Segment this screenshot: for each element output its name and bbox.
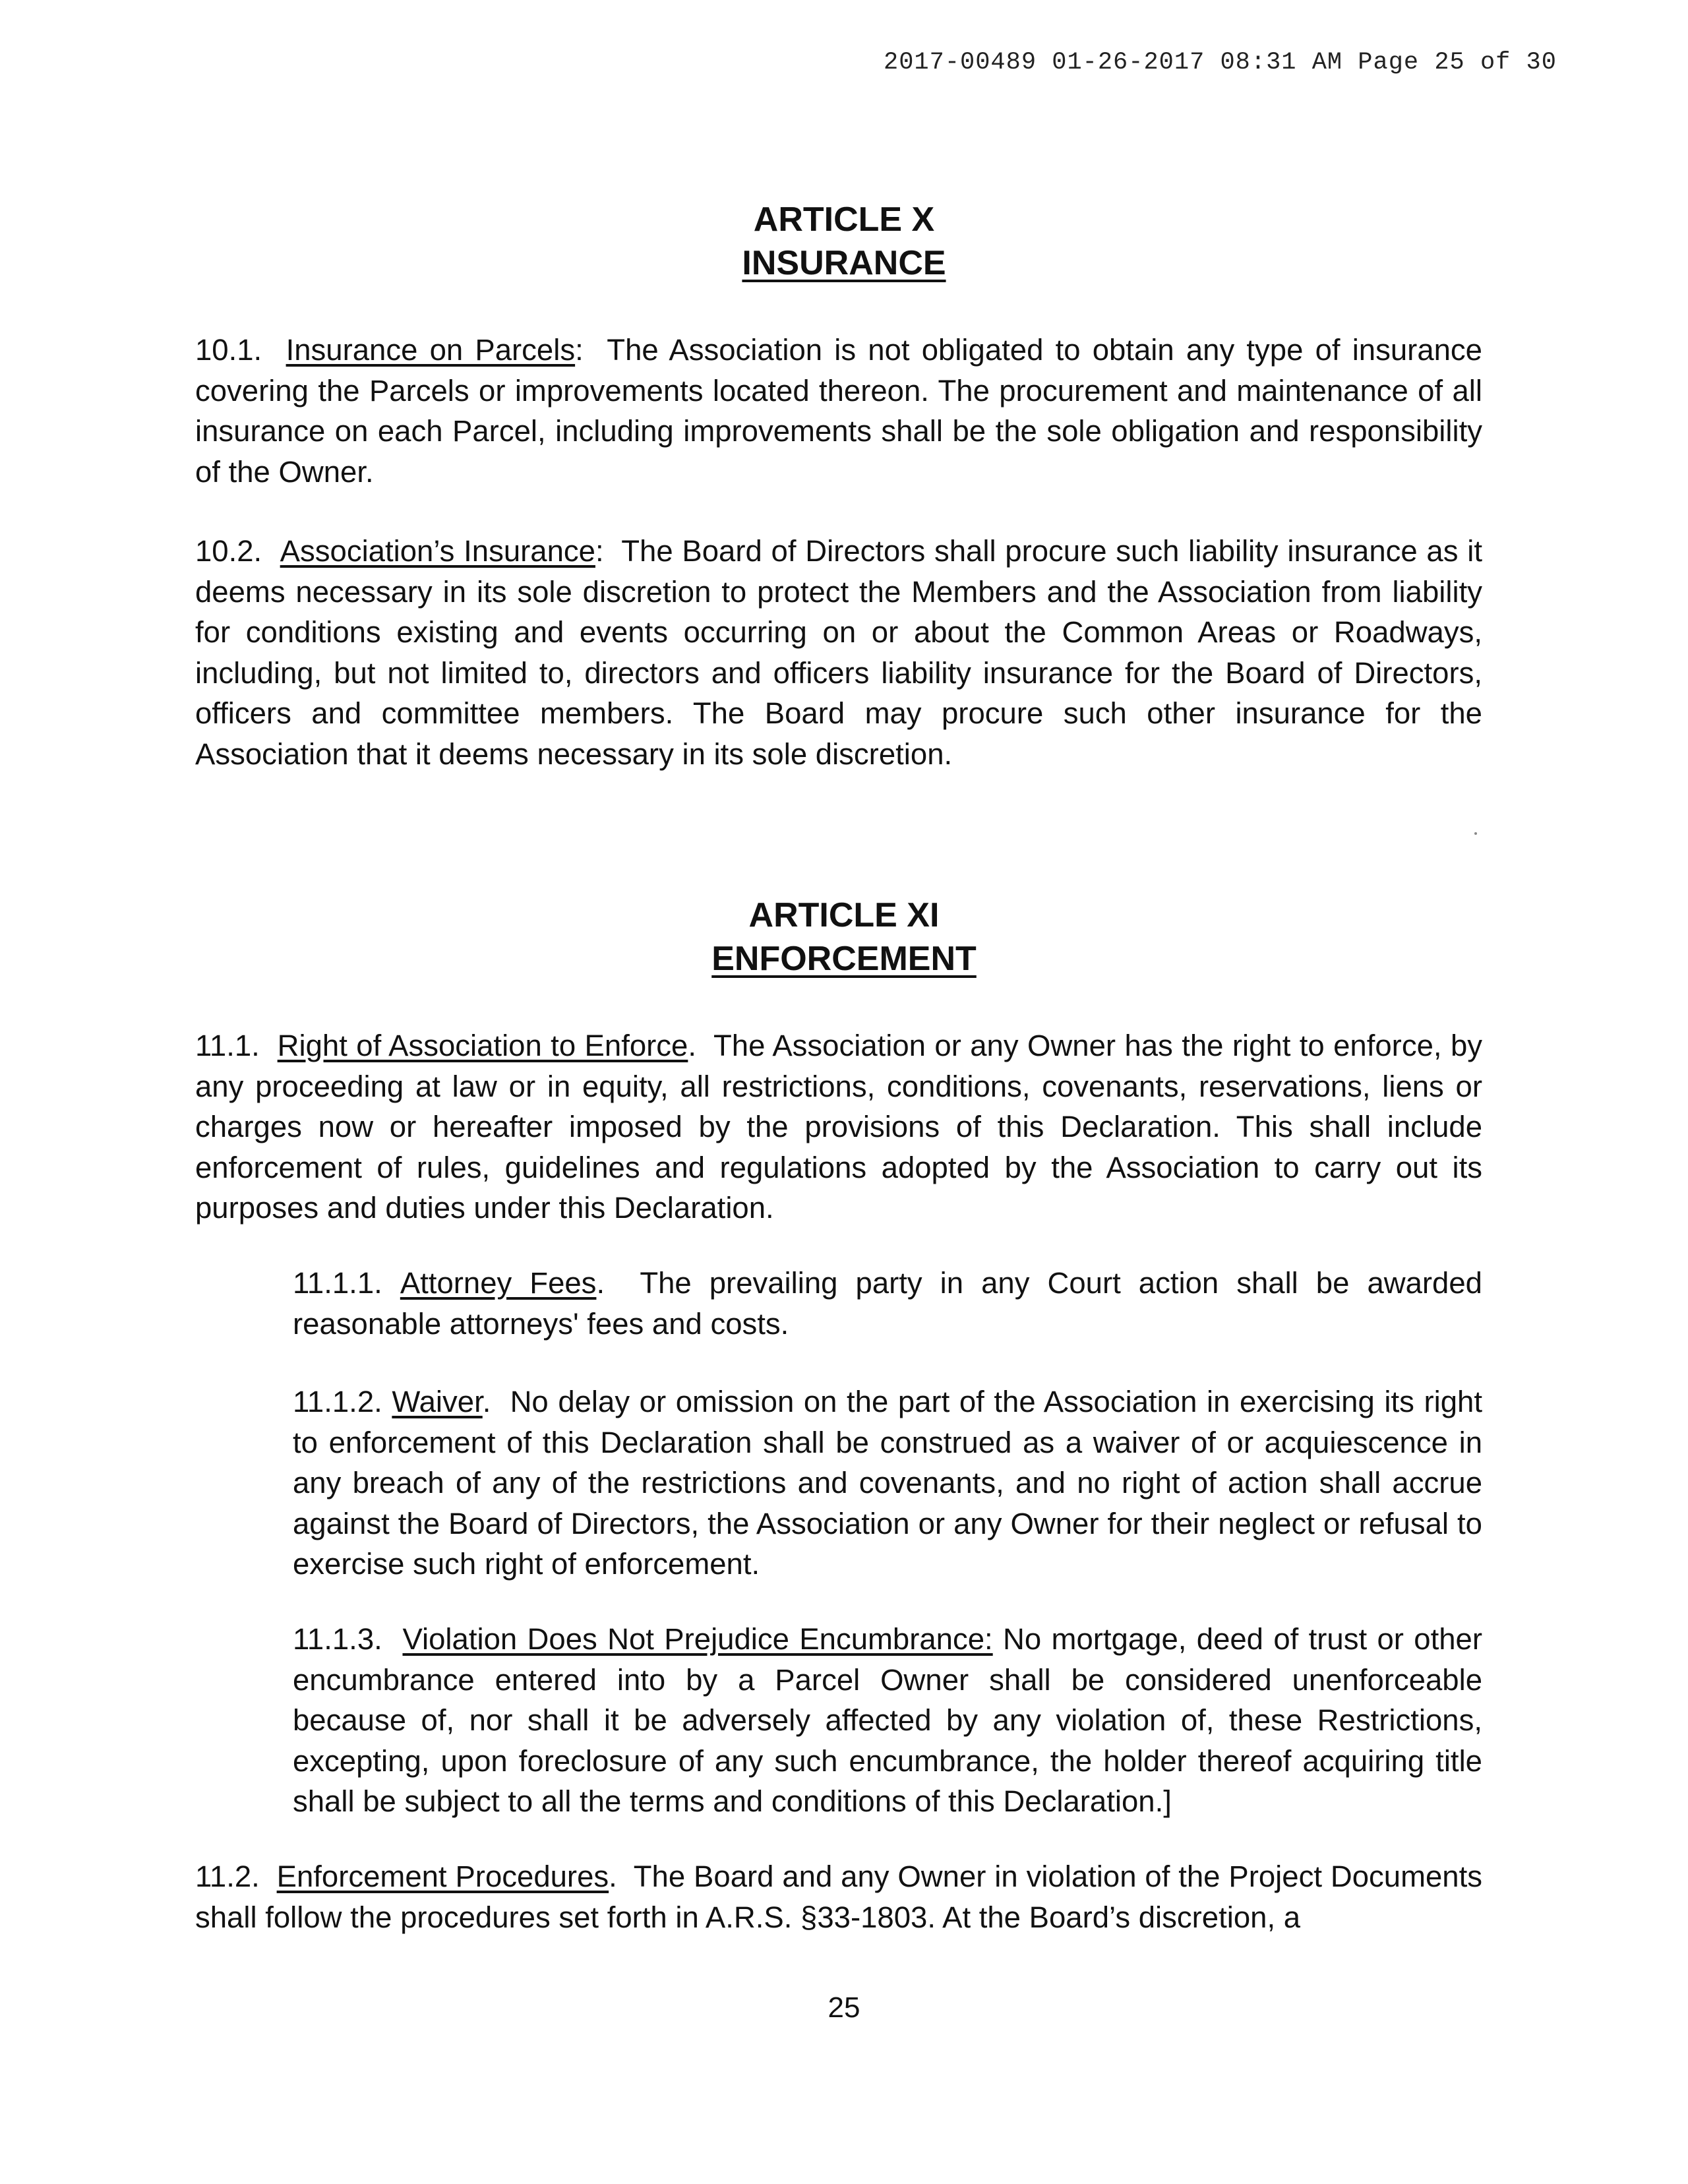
- section-title: Right of Association to Enforce: [277, 1029, 688, 1062]
- section-title-suffix: .: [482, 1385, 491, 1418]
- article-xi-heading: ARTICLE XI: [748, 896, 940, 934]
- page-number: 25: [828, 1991, 860, 2024]
- section-10-2: [195, 531, 1482, 774]
- section-title: Violation Does Not Prejudice Encumbrance:: [402, 1622, 993, 1656]
- article-xi-title: [0, 894, 1688, 981]
- section-11-1-2: [293, 1381, 1482, 1585]
- section-text: The Board and any Owner in violation of the Project Documents shall follow the procedures set forth in A.R.S. §33-1803. At the Board’s discretion, a: [195, 1860, 1482, 1934]
- section-title-suffix: .: [596, 1266, 605, 1300]
- scan-speck: [1474, 832, 1477, 835]
- recording-stamp: 2017-00489 01-26-2017 08:31 AM Page 25 of 30: [884, 49, 1557, 76]
- section-11-2: [195, 1856, 1482, 1937]
- section-number: 11.1.3.: [293, 1622, 382, 1656]
- section-text: The Association is not obligated to obtain any type of insurance covering the Parcels or improvements located thereon. The procurement and maintenance of all insurance on each Parcel, including improvements shall be the sole obligation and responsibility of the Owner.: [195, 333, 1482, 489]
- section-11-1-3: [293, 1619, 1482, 1822]
- section-11-1: [195, 1025, 1482, 1228]
- section-title: Insurance on Parcels: [286, 333, 576, 367]
- section-text: No mortgage, deed of trust or other encumbrance entered into by a Parcel Owner shall be considered unenforceable because of, nor shall it be adversely affected by any violation of, these Restrictions, excepting, upon foreclosure of any such encumbrance, the holder thereof acquiring title shall be subject to all the terms and conditions of this Declaration.]: [293, 1622, 1482, 1818]
- section-text: No delay or omission on the part of the Association in exercising its right to enforcement of this Declaration shall be construed as a waiver of or acquiescence in any breach of any of the restrictions and covenants, and no right of action shall accrue against the Board of Directors, the Association or any Owner for their neglect or refusal to exercise such right of enforcement.: [293, 1385, 1482, 1581]
- section-title: Attorney Fees: [400, 1266, 597, 1300]
- section-10-1: [195, 330, 1482, 492]
- section-number: 11.1.2.: [293, 1385, 382, 1418]
- section-number: 10.2.: [195, 534, 262, 568]
- section-number: 11.1.1.: [293, 1266, 382, 1300]
- section-text: The Board of Directors shall procure such liability insurance as it deems necessary in its sole discretion to protect the Members and the Association from liability for conditions existing and events occurring on or about the Common Areas or Roadways, including, but not limited to, directors and officers liability insurance for the Board of Directors, officers and committee members. The Board may procure such other insurance for the Association that it deems necessary in its sole discretion.: [195, 534, 1482, 771]
- section-number: 11.1.: [195, 1029, 260, 1062]
- article-x-heading: ARTICLE X: [753, 200, 935, 239]
- article-x-subheading: INSURANCE: [742, 244, 946, 282]
- section-title-suffix: :: [575, 333, 584, 367]
- section-title: Association’s Insurance: [280, 534, 595, 568]
- section-text: The prevailing party in any Court action shall be awarded reasonable attorneys' fees and costs.: [293, 1266, 1482, 1341]
- section-text: The Association or any Owner has the right to enforce, by any proceeding at law or in equity, all restrictions, conditions, covenants, reservations, liens or charges now or hereafter imposed by the provisions of this Declaration. This shall include enforcement of rules, guidelines and regulations adopted by the Association to carry out its purposes and duties under this Declaration.: [195, 1029, 1482, 1225]
- section-title-suffix: .: [609, 1860, 617, 1893]
- article-xi-subheading: ENFORCEMENT: [711, 940, 977, 978]
- article-x-title: [0, 198, 1688, 285]
- section-title: Waiver: [392, 1385, 483, 1418]
- section-title-suffix: .: [688, 1029, 697, 1062]
- section-title-suffix: :: [595, 534, 604, 568]
- section-number: 10.1.: [195, 333, 262, 367]
- section-title: Enforcement Procedures: [276, 1860, 609, 1893]
- section-number: 11.2.: [195, 1860, 260, 1893]
- section-11-1-1: [293, 1263, 1482, 1344]
